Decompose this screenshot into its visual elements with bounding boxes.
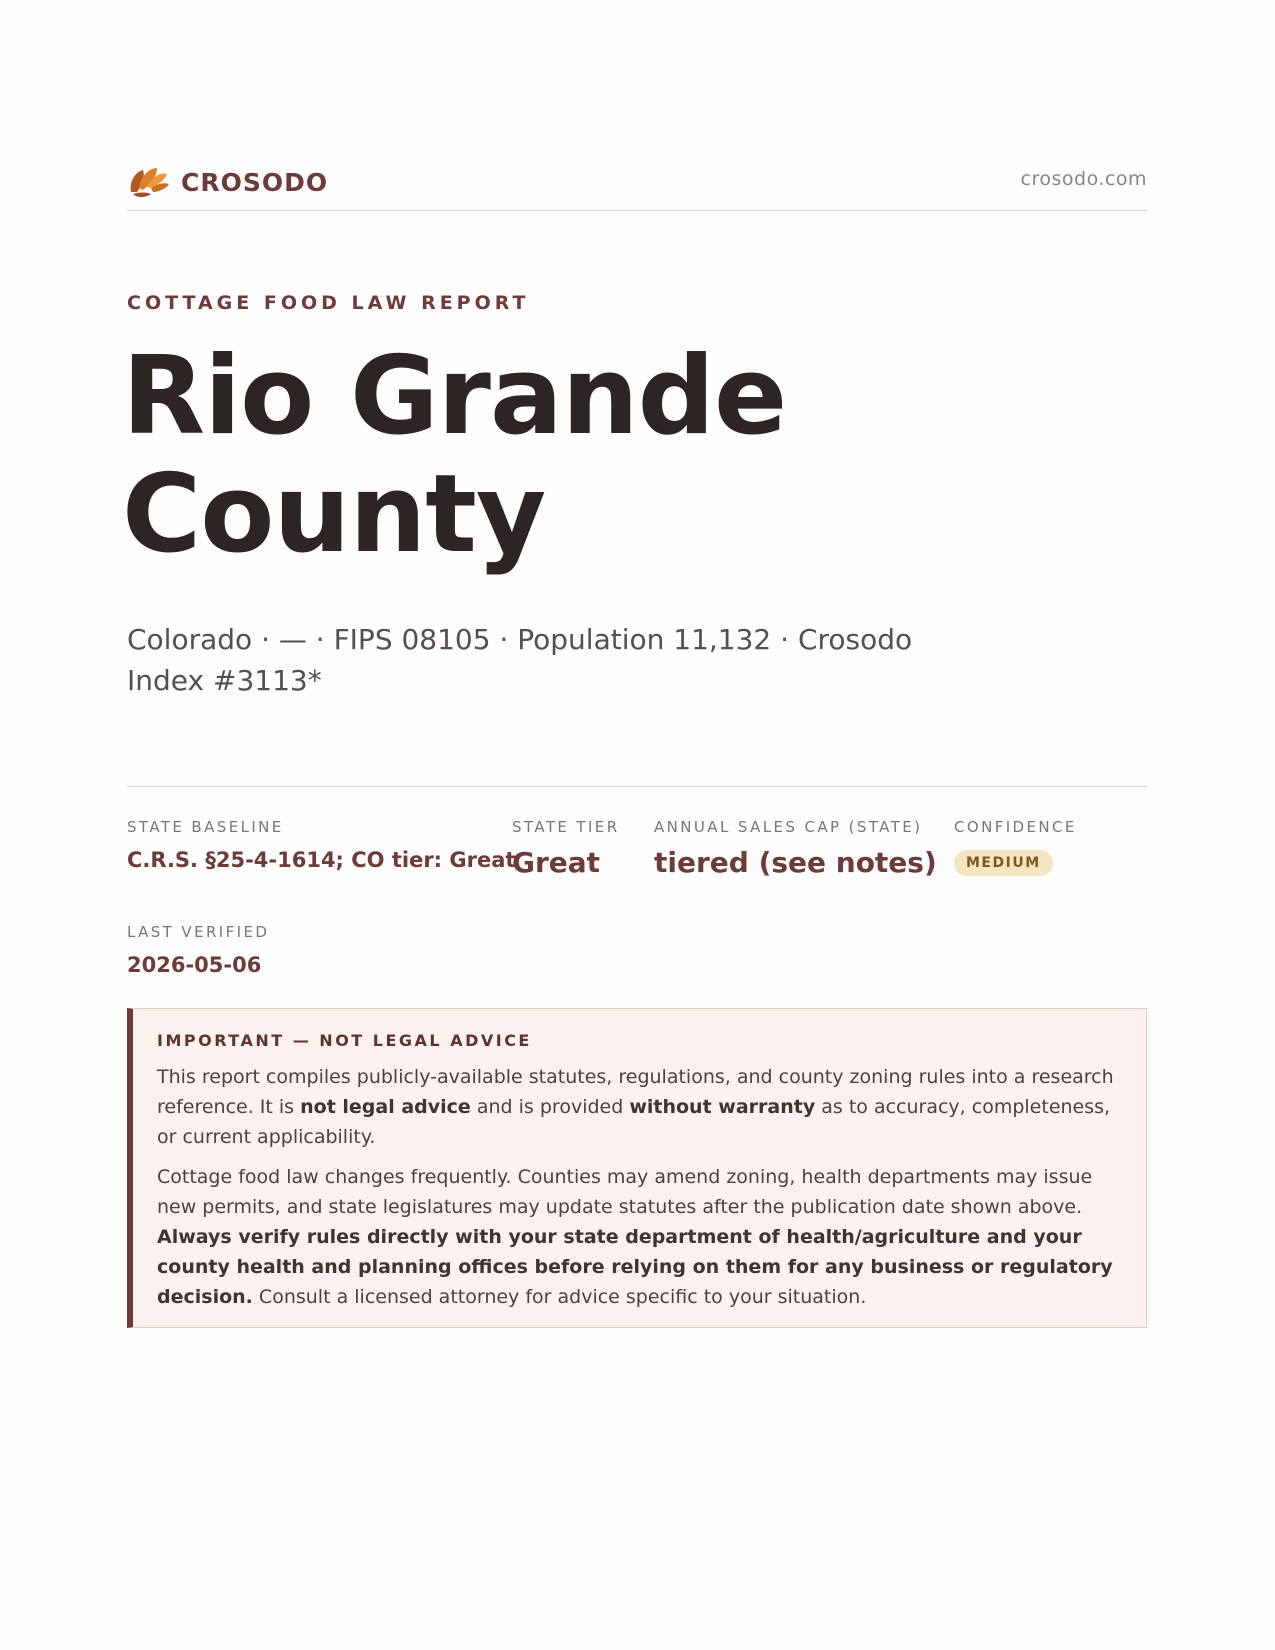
stat-state-baseline — [127, 818, 515, 872]
notice-emphasis: Always verify rules directly with your state department of health/agriculture and your county health and planning offices before relying on them for any business or regulatory decision. — [157, 1226, 1113, 1308]
notice-title: IMPORTANT — NOT LEGAL ADVICE — [157, 1031, 532, 1050]
site-url[interactable]: crosodo.com — [1020, 168, 1147, 190]
notice-paragraph-2 — [157, 1162, 1122, 1312]
report-eyebrow: COTTAGE FOOD LAW REPORT — [127, 292, 530, 314]
stat-confidence — [954, 818, 1077, 876]
confidence-badge: MEDIUM — [954, 850, 1053, 876]
notice-emphasis: not legal advice — [300, 1096, 471, 1118]
notice-text: and is provided — [470, 1096, 630, 1118]
stat-label: LAST VERIFIED — [127, 923, 270, 941]
notice-text: as to accuracy, completeness, or current applicability. — [157, 1096, 1111, 1148]
stat-state-tier — [512, 818, 620, 879]
legal-notice — [127, 1008, 1147, 1328]
croissant-icon — [127, 162, 171, 202]
notice-text: Consult a licensed attorney for advice specific to your situation. — [252, 1286, 867, 1308]
stat-label: ANNUAL SALES CAP (STATE) — [654, 818, 923, 836]
stat-label: CONFIDENCE — [954, 818, 1077, 836]
notice-paragraph-1 — [157, 1062, 1122, 1152]
stat-value: tiered (see notes) — [654, 846, 937, 879]
section-divider — [127, 786, 1147, 787]
stat-last-verified — [127, 923, 269, 977]
stat-value: Great — [512, 846, 601, 879]
stat-value: C.R.S. §25-4-1614; CO tier: Great — [127, 848, 516, 872]
notice-text: This report compiles publicly-available statutes, regulations, and county zoning rules into a research reference. It is — [157, 1066, 1114, 1118]
stat-label: STATE TIER — [512, 818, 620, 836]
stat-value: 2026-05-06 — [127, 953, 262, 977]
notice-text: Cottage food law changes frequently. Counties may amend zoning, health departments may issue new permits, and state legislatures may update statutes after the publication date shown above. — [157, 1166, 1093, 1218]
brand — [127, 162, 328, 202]
stat-sales-cap — [654, 818, 937, 879]
stat-label: STATE BASELINE — [127, 818, 284, 836]
report-subtitle: Colorado · — · FIPS 08105 · Population 11,132 · Crosodo Index #3113* — [127, 623, 913, 697]
brand-name: CROSODO — [181, 167, 329, 197]
page-title: Rio Grande County — [122, 334, 787, 577]
notice-emphasis: without warranty — [629, 1096, 816, 1118]
page-header — [127, 158, 1147, 211]
